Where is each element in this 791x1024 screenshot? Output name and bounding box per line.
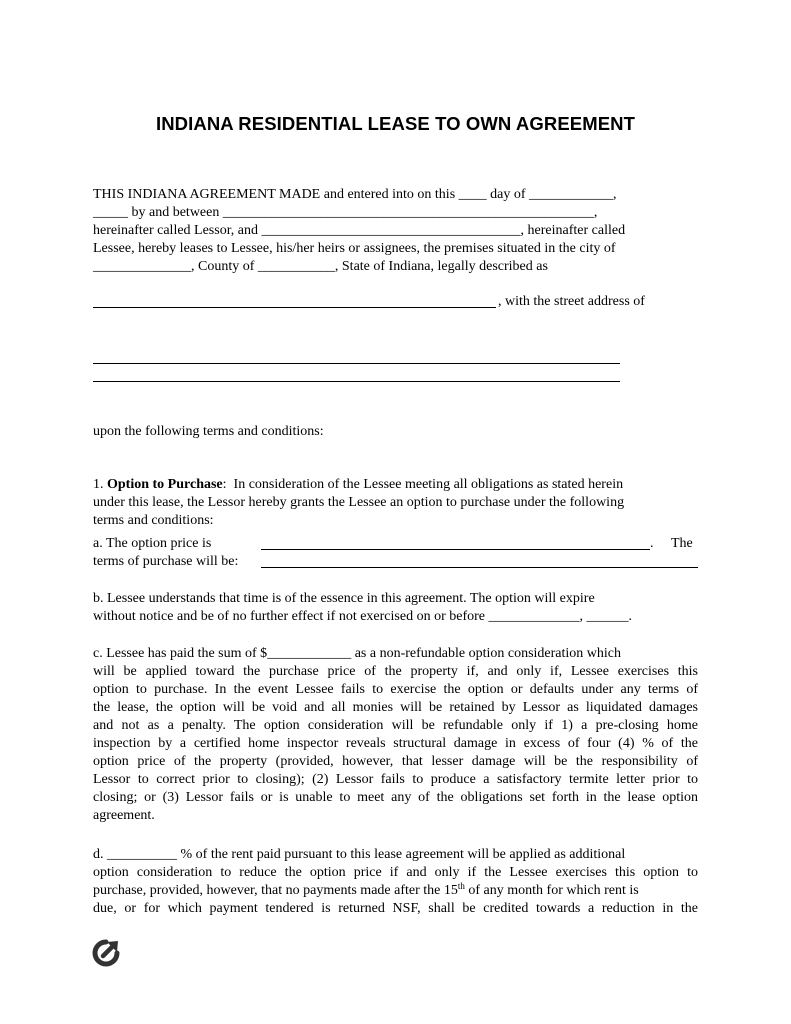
blank-lessor-name[interactable]: _____________________________________________________ — [222, 205, 594, 220]
intro-text: hereinafter called Lessor, and — [93, 223, 259, 238]
blank-expiry-year[interactable]: ______ — [586, 609, 629, 624]
terms-intro: upon the following terms and conditions: — [93, 424, 324, 439]
clause-d-line-1 — [93, 846, 698, 864]
blank-city[interactable]: ______________ — [93, 259, 191, 274]
clause-text: . — [628, 609, 632, 624]
clause-text: c. Lessee has paid the sum of $ — [93, 646, 268, 661]
blank-terms-of-purchase[interactable] — [261, 567, 698, 568]
intro-text: by and between — [131, 205, 220, 220]
clause-text: . — [650, 536, 654, 551]
intro-text: , hereinafter called — [520, 223, 626, 238]
clause-b-line-2 — [93, 608, 698, 626]
clause-text: purchase, provided, however, that no payments made after the 15 — [93, 883, 458, 898]
clause-text: d. — [93, 847, 104, 862]
intro-line-2 — [93, 204, 698, 222]
clause-text: as a non-refundable option consideration which — [354, 646, 621, 661]
clause-text: a. The option price is — [93, 536, 212, 551]
intro-text: , — [593, 205, 598, 220]
clause-text: without notice and be of no further effect if not exercised on or before — [93, 609, 485, 624]
clause-c-line-1 — [93, 645, 698, 663]
intro-text: , County of — [191, 259, 255, 274]
intro-line-4: Lessee, hereby leases to Lessee, his/her heirs or assignees, the premises situated in the city of — [93, 241, 616, 256]
intro-text: THIS INDIANA AGREEMENT MADE and entered into on this — [93, 187, 456, 202]
ordinal-suffix: th — [457, 881, 465, 891]
section-1-line-1 — [93, 476, 698, 494]
blank-county[interactable]: ___________ — [257, 259, 335, 274]
blank-street-address-2[interactable] — [93, 381, 620, 382]
clause-text: % of the rent paid pursuant to this lease agreement will be applied as additional — [180, 847, 626, 862]
clause-d-line-2: option consideration to reduce the option price if and only if the Lessee exercises this option to — [93, 865, 698, 880]
blank-rent-percent[interactable]: __________ — [107, 847, 177, 862]
clause-c-line: closing; or (3) Lessor fails or is unable to meet any of the obligations set forth in the lease option — [93, 790, 698, 805]
clause-c-line: inspection by a certified home inspector reveals structural damage in excess of four (4) % of the — [93, 736, 698, 751]
section-1-line-2: under this lease, the Lessor hereby grants the Lessee an option to purchase under the following — [93, 495, 625, 510]
blank-option-fee[interactable]: ____________ — [267, 646, 352, 661]
clause-text: The — [671, 536, 693, 551]
clause-c-line: will be applied toward the purchase price of the property if, and only if, Lessee exercises this — [93, 664, 698, 679]
clause-c-line: Lessor to correct prior to closing); (2) Lessor fails to produce a satisfactory termite letter prior to — [93, 772, 698, 787]
intro-line-5 — [93, 258, 698, 276]
clause-a-line-1 — [93, 535, 698, 553]
section-colon: : — [222, 477, 227, 492]
clause-b-line-1: b. Lessee understands that time is of the essence in this agreement. The option will expire — [93, 591, 595, 606]
blank-year[interactable]: _____ — [93, 205, 128, 220]
section-number: 1. — [93, 477, 104, 492]
clause-c-line: the lease, the option will be void and all monies will be retained by Lessor as liquidated damages — [93, 700, 698, 715]
clause-c-line-last: agreement. — [93, 808, 155, 823]
clause-a-line-2: terms of purchase will be: — [93, 554, 239, 569]
clause-a-end — [650, 535, 700, 553]
clause-text: , — [579, 609, 583, 624]
clause-c-line: option price of the property (provided, however, that lesser damage will be the responsibility of — [93, 754, 698, 769]
section-heading: Option to Purchase — [107, 477, 223, 492]
clause-d-line-3 — [93, 882, 698, 900]
blank-legal-description[interactable] — [93, 307, 496, 308]
clause-c-line: and not as a penalty. The option consideration will be refundable only if 1) a pre-closing home — [93, 718, 698, 733]
arrow-circle-logo-icon — [91, 938, 121, 968]
blank-street-address-1[interactable] — [93, 363, 620, 364]
clause-d-line-4: due, or for which payment tendered is returned NSF, shall be credited towards a reduction in the — [93, 901, 698, 916]
intro-line-1 — [93, 186, 698, 204]
clause-text: of any month for which rent is — [468, 883, 639, 898]
section-1-line-3: terms and conditions: — [93, 513, 214, 528]
blank-day[interactable]: ____ — [458, 187, 487, 202]
intro-text: , State of Indiana, legally described as — [334, 259, 548, 274]
blank-lessee-name[interactable]: _____________________________________ — [261, 223, 521, 238]
intro-line-6: , with the street address of — [498, 294, 645, 309]
intro-text: day of — [490, 187, 526, 202]
blank-expiry-date[interactable]: _____________ — [488, 609, 580, 624]
blank-month[interactable]: ____________ — [529, 187, 614, 202]
document-title: INDIANA RESIDENTIAL LEASE TO OWN AGREEMENT — [155, 113, 636, 134]
intro-line-3 — [93, 222, 698, 240]
clause-c-line: option to purchase. In the event Lessee fails to exercise the option or defaults under any terms of — [93, 682, 698, 697]
intro-text: , — [613, 187, 617, 202]
section-text: In consideration of the Lessee meeting all obligations as stated herein — [233, 477, 624, 492]
blank-option-price[interactable] — [261, 549, 650, 550]
